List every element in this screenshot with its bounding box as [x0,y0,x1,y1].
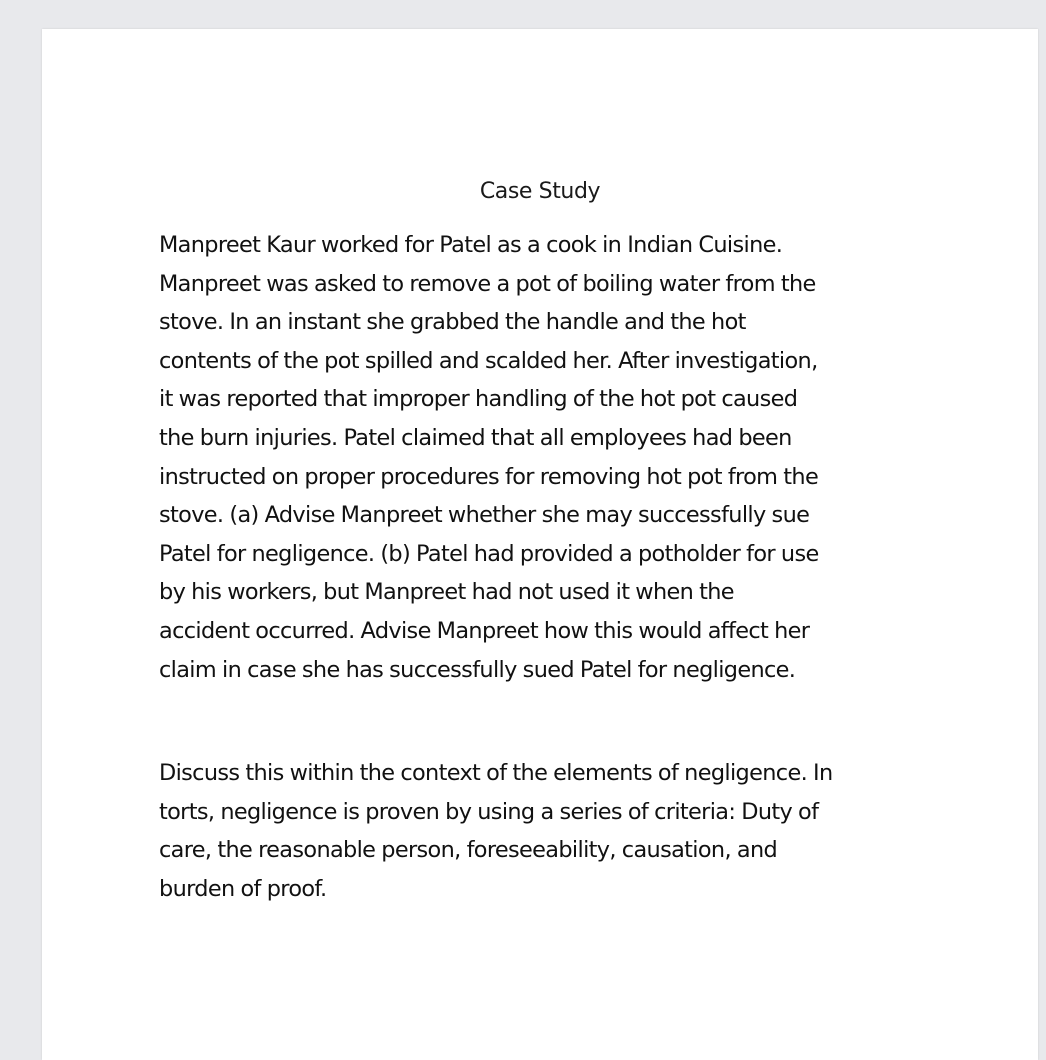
paragraph-line: torts, negligence is proven by using a series of criteria: Duty of [159,798,819,825]
paragraph-line: burden of proof. [159,875,327,902]
paragraph-line: stove. In an instant she grabbed the handle and the hot [159,309,746,336]
paragraph-line: the burn injuries. Patel claimed that all employees had been [159,424,792,451]
paragraph-line: contents of the pot spilled and scalded her. After investigation, [159,347,818,374]
paragraph-line: instructed on proper procedures for removing hot pot from the [159,463,819,490]
paragraph-line: Patel for negligence. (b) Patel had provided a potholder for use [159,540,819,567]
document-page [42,29,1038,1060]
paragraph-line: Manpreet Kaur worked for Patel as a cook in Indian Cuisine. [159,232,783,258]
paragraph-line: by his workers, but Manpreet had not used it when the [159,579,734,606]
paragraph-line: care, the reasonable person, foreseeability, causation, and [159,837,778,864]
paragraph-line: it was reported that improper handling of the hot pot caused [159,386,798,413]
case-paragraph [159,226,939,689]
paragraph-line: claim in case she has successfully sued Patel for negligence. [159,656,796,683]
paragraph-line: Discuss this within the context of the elements of negligence. In [159,760,833,786]
paragraph-line: stove. (a) Advise Manpreet whether she may successfully sue [159,502,810,529]
discussion-paragraph [159,754,939,908]
document-title: Case Study [479,179,601,204]
paragraph-line: accident occurred. Advise Manpreet how this would affect her [159,617,810,644]
paragraph-line: Manpreet was asked to remove a pot of boiling water from the [159,270,816,297]
